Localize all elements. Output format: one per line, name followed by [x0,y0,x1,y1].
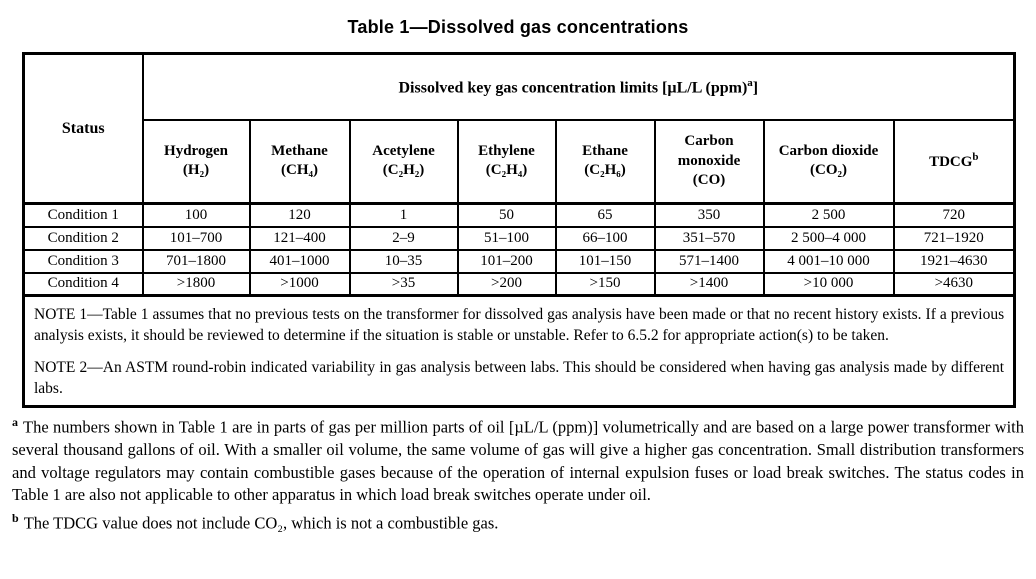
table-cell: 351–570 [655,227,764,250]
table-cell: 120 [250,204,350,227]
footnote-a-marker: a [12,414,18,429]
table-row-condition-3 [24,250,1015,273]
note-1: NOTE 1—Table 1 assumes that no previous tests on the transformer for dissolved gas analysis have been made or that no recent history exists. If a previous analysis exists, it should be reviewed to determine if the situation is stable or unstable. Refer to 6.5.2 for appropriate action(s) to be taken. [34,306,1005,344]
table-cell: 701–1800 [143,250,250,273]
table-cell: 401–1000 [250,250,350,273]
table-cell: 350 [655,204,764,227]
table-cell: 65 [556,204,655,227]
table-cell: 50 [458,204,556,227]
note-2: NOTE 2—An ASTM round-robin indicated variability in gas analysis between labs. This should be considered when having gas analysis made by different labs. [34,358,1005,397]
table-cell: 51–100 [458,227,556,250]
footnotes-section [12,414,1024,536]
table-cell: >1800 [143,273,250,296]
footnote-ref-a: a [747,76,753,89]
table-cell: 101–700 [143,227,250,250]
dissolved-gas-table [22,52,1016,408]
col-header-hydrogen: Hydrogen (H₂) [143,120,250,204]
table-cell: 101–200 [458,250,556,273]
notes-row [24,296,1015,407]
table-cell: 10–35 [350,250,458,273]
table-cell: 1 [350,204,458,227]
table-cell: 721–1920 [894,227,1015,250]
table-cell: 66–100 [556,227,655,250]
table-cell: >10 000 [764,273,894,296]
status-column-header: Status [24,54,143,204]
table-title: Table 1—Dissolved gas concentrations [347,17,689,37]
table-cell: 2 500–4 000 [764,227,894,250]
header-row-gases [24,120,1015,204]
footnote-a-text: The numbers shown in Table 1 are in parts of gas per million parts of oil [µL/L (ppm)] volumetrically and are based on a large power transformer with several thousand gallons of oil. With a smaller oil volume, the same volume of gas will give a higher gas concentration. Small distribution transformers and voltage regulators may contain combustible gases because of the operation of internal expulsion fuses or load break switches. The status codes in Table 1 are also not applicable to other apparatus in which load break switches operate under oil. [12,417,1024,505]
table-row-condition-4 [24,273,1015,296]
table-cell: >150 [556,273,655,296]
header-row-limits [24,54,1015,120]
table-cell: 2 500 [764,204,894,227]
table-cell: 2–9 [350,227,458,250]
table-cell: >1000 [250,273,350,296]
col-header-acetylene: Acetylene (C₂H₂) [350,120,458,204]
col-header-tdcg: TDCG$^b$ [894,120,1015,204]
table-cell: 100 [143,204,250,227]
table-cell: >35 [350,273,458,296]
col-header-carbon-monoxide: Carbon monoxide (CO) [655,120,764,204]
table-cell: >200 [458,273,556,296]
footnote-a [12,414,1024,508]
table-notes [24,296,1015,407]
table-cell: 571–1400 [655,250,764,273]
col-header-ethylene: Ethylene (C₂H₄) [458,120,556,204]
footnote-b-text: The TDCG value does not include CO₂, which is not a combustible gas. [23,513,499,533]
table-cell: 4 001–10 000 [764,250,894,273]
table-cell: 1921–4630 [894,250,1015,273]
table-cell: >1400 [655,273,764,296]
table-cell: 720 [894,204,1015,227]
row-label: Condition 3 [24,250,143,273]
row-label: Condition 1 [24,204,143,227]
limits-header-bracket: ] [752,78,759,96]
col-header-carbon-dioxide: Carbon dioxide (CO₂) [764,120,894,204]
footnote-b-marker: b [12,511,19,526]
col-header-ethane: Ethane (C₂H₆) [556,120,655,204]
table-row-condition-2 [24,227,1015,250]
col-header-methane: Methane (CH₄) [250,120,350,204]
table-cell: 121–400 [250,227,350,250]
limits-header [143,54,1015,120]
row-label: Condition 4 [24,273,143,296]
footnote-ref-b: b [972,151,979,163]
limits-header-text: Dissolved key gas concentration limits [µL/L (ppm) [398,78,748,96]
table-cell: 101–150 [556,250,655,273]
footnote-b [12,510,1024,535]
table-cell: >4630 [894,273,1015,296]
table-row-condition-1 [24,204,1015,227]
row-label: Condition 2 [24,227,143,250]
